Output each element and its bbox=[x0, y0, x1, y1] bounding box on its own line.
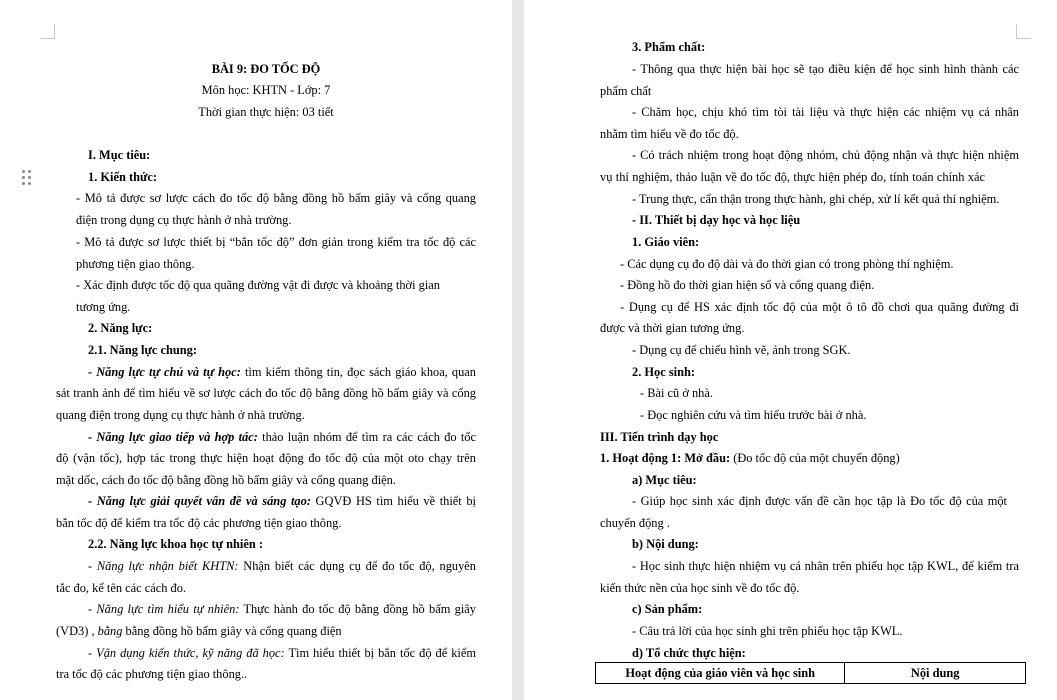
page-left bbox=[0, 0, 512, 700]
competence-communication: - Năng lực giao tiếp và hợp tác: thảo luận nhóm để tìm ra các cách đo tốc bbox=[88, 430, 476, 444]
duration-line: Thời gian thực hiện: 03 tiết bbox=[198, 105, 334, 119]
science-apply: - Vận dụng kiến thức, kỹ năng đã học: Tìm hiểu thiết bị bắn tốc độ để kiểm bbox=[88, 646, 476, 660]
heading-organization: d) Tổ chức thực hiện: bbox=[632, 646, 746, 660]
heading-objectives: I. Mục tiêu: bbox=[88, 148, 151, 162]
heading-science-competence: 2.2. Năng lực khoa học tự nhiên : bbox=[88, 537, 263, 551]
table-header-activities: Hoạt động của giáo viên và học sinh bbox=[596, 663, 845, 684]
quality-item-4: - Trung thực, cẩn thận trong thực hành, ghi chép, xử lí kết quả thí nghiệm. bbox=[632, 192, 1000, 206]
competence-self-study-cont: sát tranh ảnh để tìm hiểu về sơ lược cách đo tốc độ bằng đồng hồ bấm giây và cổng bbox=[56, 386, 476, 400]
competence-self-study-end: quang điện trong dụng cụ thực hành ở nhà trường. bbox=[56, 408, 305, 422]
heading-knowledge: 1. Kiến thức: bbox=[88, 170, 158, 184]
quality-item-1-cont: phẩm chất bbox=[600, 84, 652, 98]
competence-self-study: - Năng lực tự chủ và tự học: tìm kiếm thông tin, đọc sách giáo khoa, quan bbox=[88, 365, 477, 379]
student-item-2: - Đọc nghiên cứu và tìm hiểu trước bài ở nhà. bbox=[640, 408, 867, 422]
goal-item-cont: chuyển động . bbox=[600, 516, 670, 530]
knowledge-item-2: - Mô tả được sơ lược thiết bị “bắn tốc độ” đơn giản trong kiểm tra tốc độ các bbox=[76, 235, 476, 249]
knowledge-item-2-cont: phương tiện giao thông. bbox=[76, 257, 195, 271]
activity-table bbox=[595, 662, 1026, 684]
corner-mark bbox=[1016, 24, 1031, 39]
table-header-content: Nội dung bbox=[845, 663, 1026, 684]
page-right bbox=[524, 0, 1057, 700]
quality-item-1: - Thông qua thực hiện bài học sẽ tạo điều kiện để học sinh hình thành các bbox=[632, 62, 1019, 76]
quality-item-2: - Chăm học, chịu khó tìm tòi tài liệu và thực hiện các nhiệm vụ cá nhân bbox=[632, 105, 1019, 119]
knowledge-item-3-cont: tương ứng. bbox=[76, 300, 131, 314]
science-recognize-cont: tắc đo, kể tên các cách đo. bbox=[56, 581, 187, 595]
heading-student: 2. Học sinh: bbox=[632, 365, 695, 379]
teacher-item-3: - Dụng cụ để HS xác định tốc độ của một ô tô đồ chơi qua quãng đường đi bbox=[620, 300, 1019, 314]
teacher-item-4: - Dụng cụ để chiếu hình vẽ, ảnh trong SGK. bbox=[632, 343, 851, 357]
science-recognize: - Năng lực nhận biết KHTN: Nhận biết các dụng cụ để đo tốc độ, nguyên bbox=[88, 559, 476, 573]
competence-communication-end: mặt dốc, cách đo tốc độ bằng đồng hồ bấm giây và cổng quang điện. bbox=[56, 473, 396, 487]
knowledge-item-1-cont: điện trong dụng cụ thực hành ở nhà trường. bbox=[76, 213, 292, 227]
heading-equipment: - II. Thiết bị dạy học và học liệu bbox=[632, 213, 801, 227]
lesson-title: BÀI 9: ĐO TỐC ĐỘ bbox=[211, 62, 321, 76]
heading-qualities: 3. Phẩm chất: bbox=[632, 40, 706, 54]
competence-problem-solving: - Năng lực giải quyết vấn đề và sáng tạo: GQVĐ HS tìm hiểu về thiết bị bbox=[88, 494, 476, 508]
science-explore: - Năng lực tìm hiểu tự nhiên: Thực hành đo tốc độ bằng đồng hồ bấm giây bbox=[88, 602, 476, 616]
heading-teacher: 1. Giáo viên: bbox=[632, 235, 700, 249]
teacher-item-3-cont: được và thời gian tương ứng. bbox=[600, 321, 745, 335]
quality-item-3: - Có trách nhiệm trong hoạt động nhóm, chủ động nhận và thực hiện nhiệm bbox=[632, 148, 1019, 162]
heading-general-competence: 2.1. Năng lực chung: bbox=[88, 343, 197, 357]
corner-mark bbox=[40, 24, 55, 39]
teacher-item-1: - Các dụng cụ đo độ dài và đo thời gian có trong phòng thí nghiệm. bbox=[620, 257, 954, 271]
science-apply-cont: tra tốc độ các phương tiện giao thông.. bbox=[56, 667, 248, 681]
heading-content: b) Nội dung: bbox=[632, 537, 699, 551]
content-item-cont: kiến thức nền của học sinh về đo tốc độ. bbox=[600, 581, 800, 595]
goal-item: - Giúp học sinh xác định được vấn đề cần học tập là Đo tốc độ của một bbox=[632, 494, 1007, 508]
heading-procedure: III. Tiến trình dạy học bbox=[600, 430, 719, 444]
knowledge-item-3: - Xác định được tốc độ qua quãng đường vật đi được và khoảng thời gian bbox=[76, 278, 440, 292]
teacher-item-2: - Đồng hồ đo thời gian hiện số và cổng quang điện. bbox=[620, 278, 875, 292]
quality-item-3-cont: vụ thí nghiệm, thảo luận về đo tốc độ, thực hiện phép đo, tính toán chính xác bbox=[600, 170, 985, 184]
science-explore-cont: (VD3) , bằng bằng đồng hồ bấm giây và cổng quang điện bbox=[56, 624, 342, 638]
drag-handle-icon[interactable] bbox=[22, 170, 32, 186]
knowledge-item-1: - Mô tả được sơ lược cách đo tốc độ bằng đồng hồ bấm giây và cổng quang bbox=[76, 191, 476, 205]
subject-line: Môn học: KHTN - Lớp: 7 bbox=[201, 83, 331, 97]
competence-communication-cont: độ (vận tốc), hợp tác trong thực hiện hoạt động đo tốc độ của một oto chạy trên bbox=[56, 451, 476, 465]
heading-product: c) Sản phẩm: bbox=[632, 602, 703, 616]
quality-item-2-cont: nhằm tìm hiểu về đo tốc độ. bbox=[600, 127, 739, 141]
product-item: - Câu trả lời của học sinh ghi trên phiếu học tập KWL. bbox=[632, 624, 903, 638]
heading-goal: a) Mục tiêu: bbox=[632, 473, 697, 487]
activity-1-heading: 1. Hoạt động 1: Mở đầu: (Đo tốc độ của một chuyển động) bbox=[600, 451, 900, 465]
heading-competence: 2. Năng lực: bbox=[88, 321, 153, 335]
content-item: - Học sinh thực hiện nhiệm vụ cá nhân trên phiếu học tập KWL, để kiểm tra bbox=[632, 559, 1019, 573]
competence-problem-solving-cont: bắn tốc độ để kiểm tra tốc độ các phương tiện giao thông. bbox=[56, 516, 342, 530]
student-item-1: - Bài cũ ở nhà. bbox=[640, 386, 713, 400]
